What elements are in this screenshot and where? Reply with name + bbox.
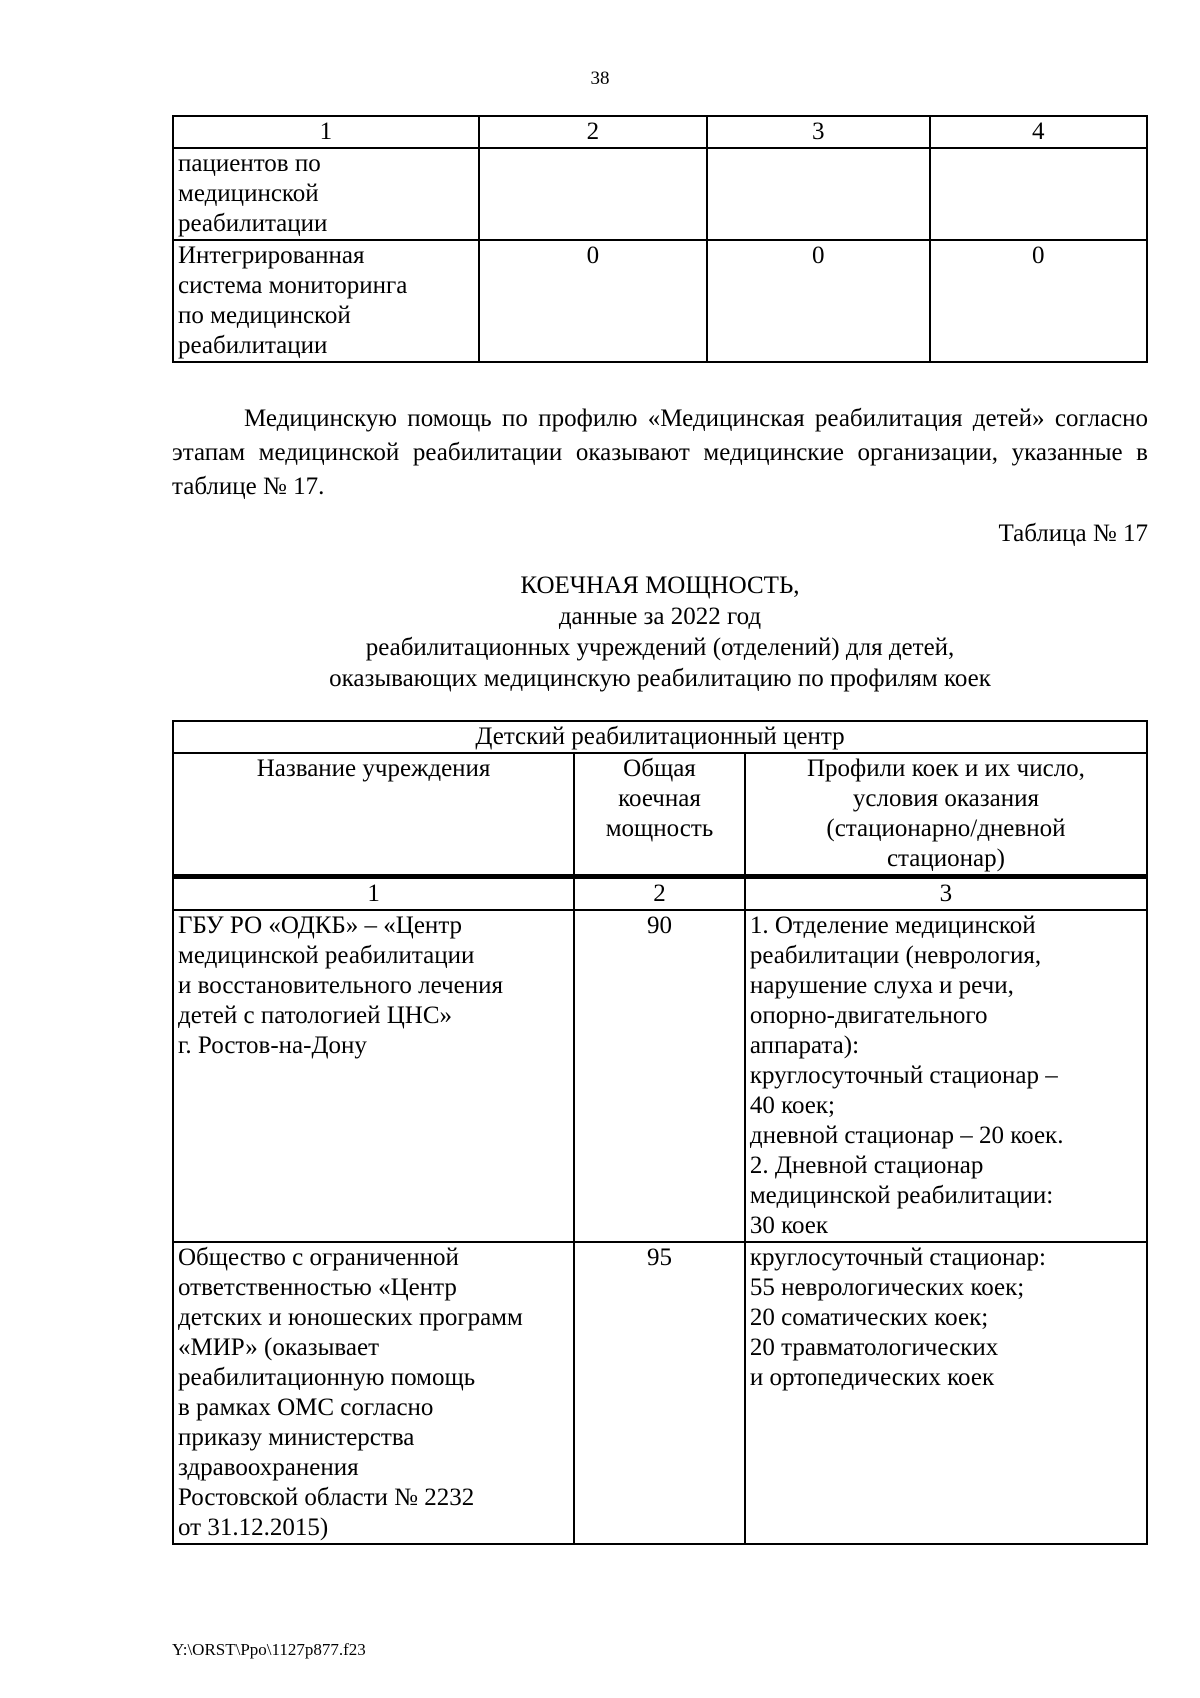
cell-line: 55 неврологических коек;: [749, 1274, 1025, 1301]
cell-line: пациентов по: [178, 150, 321, 177]
title-line: оказывающих медицинскую реабилитацию по профилям коек: [329, 665, 991, 692]
row-name-cell: [173, 148, 479, 240]
cell-line: детей с патологией ЦНС»: [178, 1002, 453, 1029]
header-line: (стационарно/дневной: [826, 815, 1066, 842]
cell-line: нарушение слуха и речи,: [749, 972, 1014, 999]
title-line: данные за 2022 год: [558, 603, 762, 630]
file-path-footer: Y:\ORST\Ppo\1127p877.f23: [172, 1640, 366, 1659]
cell-line: медицинской реабилитации: [178, 942, 475, 969]
cell-line: Общество с ограниченной: [178, 1244, 459, 1271]
cell-line: в рамках ОМС согласно: [178, 1394, 434, 1421]
profiles-cell: [745, 1242, 1147, 1544]
cell-line: реабилитации: [178, 210, 328, 237]
header-line: стационар): [886, 845, 1005, 872]
header-line: коечная: [618, 785, 701, 812]
value-cell: 0: [479, 240, 707, 362]
cell-line: 30 коек: [749, 1212, 829, 1239]
page-number: 38: [590, 68, 610, 89]
header-line: мощность: [605, 815, 714, 842]
cell-line: дневной стационар – 20 коек.: [749, 1122, 1064, 1149]
cell-line: медицинской реабилитации:: [749, 1182, 1054, 1209]
profiles-cell: [745, 910, 1147, 1242]
cell-line: круглосуточный стационар:: [749, 1244, 1046, 1271]
header-capacity: [574, 753, 745, 877]
capacity-value: 90: [574, 910, 745, 1242]
table-row: [173, 148, 1147, 240]
body-paragraph: Медицинскую помощь по профилю «Медицинская реабилитация детей» согласно этапам медицинской реабилитации оказывают медицинские организации, указанные в таблице № 17.: [172, 405, 1148, 500]
bed-capacity-table: [172, 720, 1148, 1545]
header-line: Общая: [623, 755, 696, 782]
header-cell: 3: [707, 116, 929, 148]
column-number: 1: [173, 877, 574, 911]
cell-line: г. Ростов-на-Дону: [178, 1032, 367, 1059]
title-line: реабилитационных учреждений (отделений) для детей,: [365, 634, 955, 661]
cell-line: и ортопедических коек: [749, 1364, 995, 1391]
title-line: КОЕЧНАЯ МОЩНОСТЬ,: [520, 572, 800, 599]
header-cell: 4: [930, 116, 1147, 148]
column-number-row: [173, 877, 1147, 911]
cell-line: здравоохранения: [178, 1454, 359, 1481]
table-header-row: [173, 116, 1147, 148]
table-title: [172, 570, 1148, 694]
cell-line: по медицинской: [178, 302, 351, 329]
cell-line: 2. Дневной стационар: [749, 1152, 984, 1179]
institution-name: [173, 910, 574, 1242]
cell-line: Интегрированная: [178, 242, 365, 269]
cell-line: приказу министерства: [178, 1424, 415, 1451]
cell-line: реабилитационную помощь: [178, 1364, 476, 1391]
header-profiles: [745, 753, 1147, 877]
cell-line: 1. Отделение медицинской: [749, 912, 1036, 939]
cell-line: 40 коек;: [749, 1092, 835, 1119]
cell-line: от 31.12.2015): [178, 1514, 329, 1541]
value-cell: [930, 148, 1147, 240]
header-cell: 1: [173, 116, 479, 148]
cell-line: реабилитации (неврология,: [749, 942, 1042, 969]
cell-line: аппарата):: [749, 1032, 860, 1059]
column-number: 3: [745, 877, 1147, 911]
table-row: [173, 910, 1147, 1242]
cell-line: и восстановительного лечения: [178, 972, 503, 999]
table-label: Таблица № 17: [998, 520, 1148, 547]
cell-line: круглосуточный стационар –: [749, 1062, 1058, 1089]
value-cell: 0: [707, 240, 929, 362]
header-name: Название учреждения: [173, 753, 574, 877]
continued-table: [172, 115, 1148, 363]
row-name-cell: [173, 240, 479, 362]
cell-line: ГБУ РО «ОДКБ» – «Центр: [178, 912, 463, 939]
cell-line: ответственностью «Центр: [178, 1274, 457, 1301]
cell-line: опорно-двигательного: [749, 1002, 988, 1029]
cell-line: «МИР» (оказывает: [178, 1334, 380, 1361]
cell-line: 20 соматических коек;: [749, 1304, 989, 1331]
section-title: Детский реабилитационный центр: [173, 721, 1147, 753]
column-number: 2: [574, 877, 745, 911]
cell-line: Ростовской области № 2232: [178, 1484, 475, 1511]
cell-line: детских и юношеских программ: [178, 1304, 523, 1331]
cell-line: реабилитации: [178, 332, 328, 359]
cell-line: медицинской: [178, 180, 319, 207]
section-title-row: [173, 721, 1147, 753]
table-row: [173, 1242, 1147, 1544]
column-header-row: [173, 753, 1147, 877]
cell-line: 20 травматологических: [749, 1334, 999, 1361]
value-cell: [707, 148, 929, 240]
header-cell: 2: [479, 116, 707, 148]
institution-name: [173, 1242, 574, 1544]
header-line: условия оказания: [852, 785, 1039, 812]
cell-line: система мониторинга: [178, 272, 408, 299]
capacity-value: 95: [574, 1242, 745, 1544]
value-cell: [479, 148, 707, 240]
header-line: Профили коек и их число,: [806, 755, 1085, 782]
value-cell: 0: [930, 240, 1147, 362]
table-row: [173, 240, 1147, 362]
